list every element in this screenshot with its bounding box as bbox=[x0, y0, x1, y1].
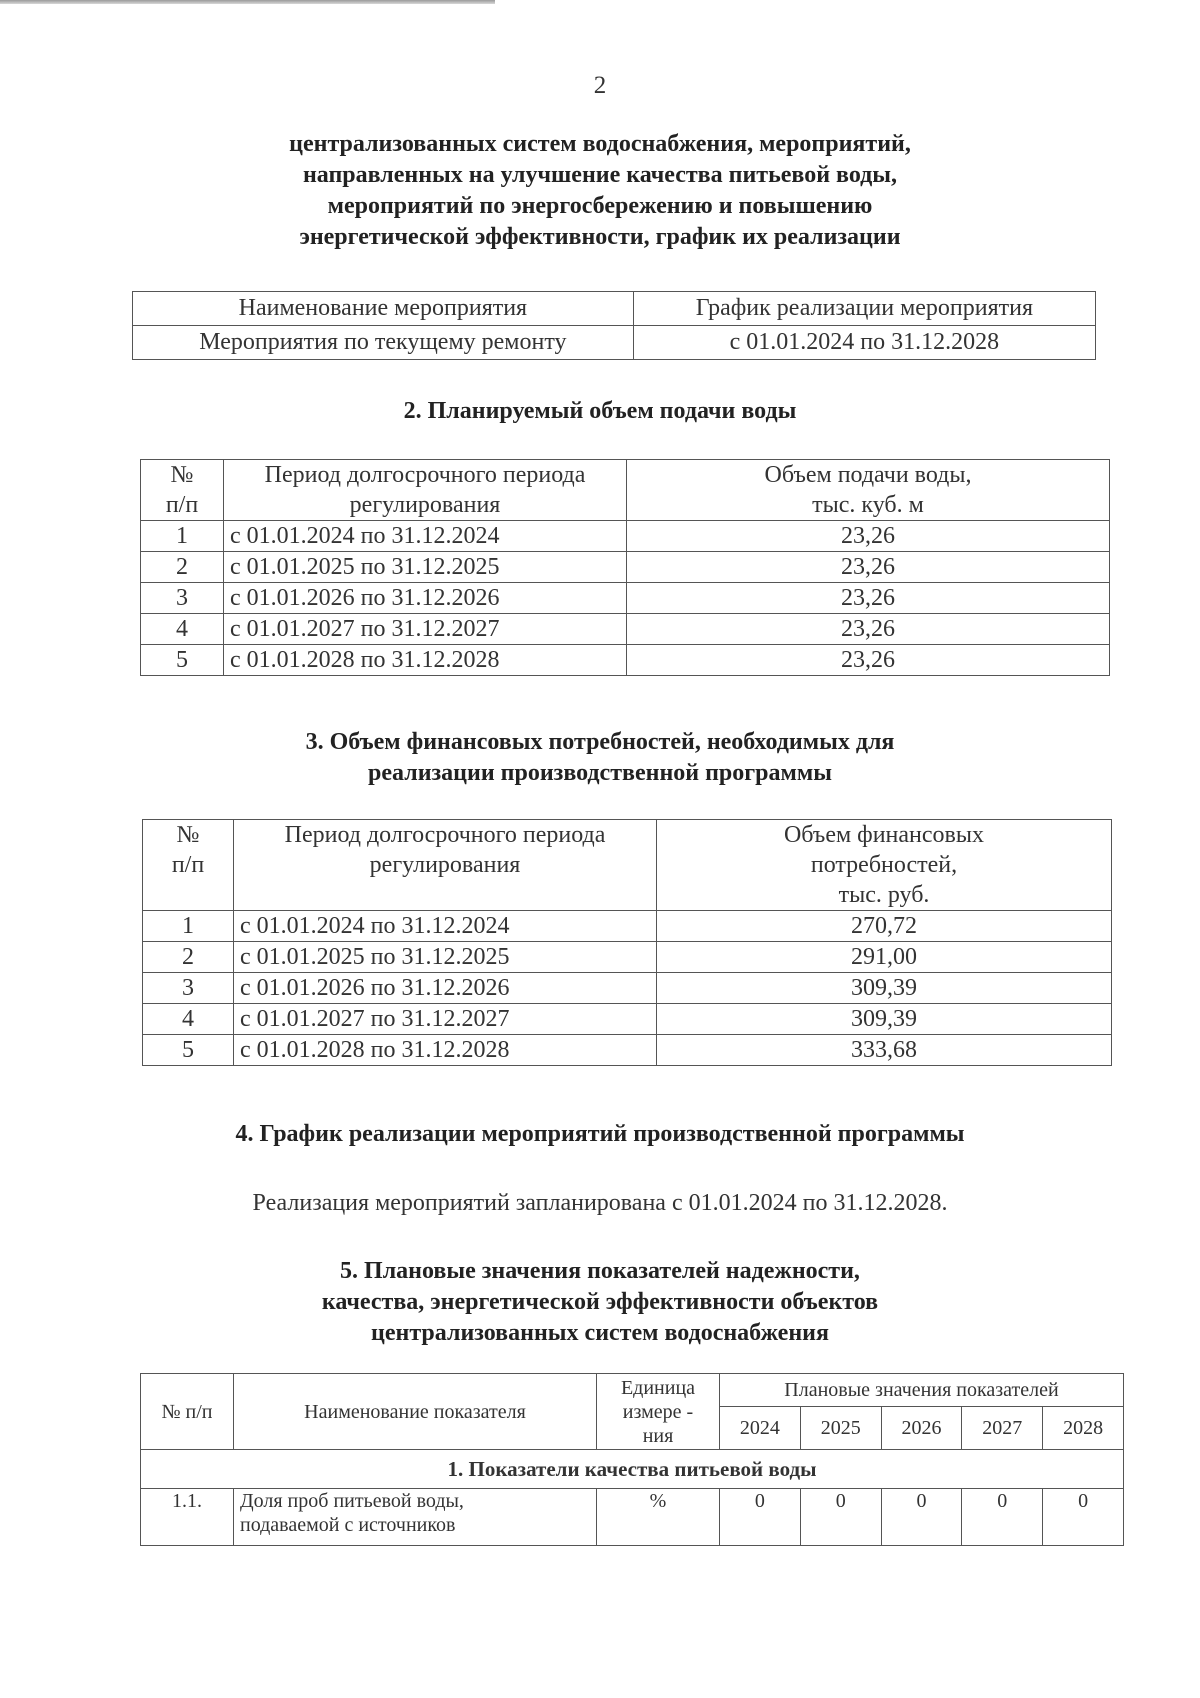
row-value: 23,26 bbox=[627, 614, 1110, 645]
measures-table bbox=[132, 291, 1096, 360]
title-line: централизованных систем водоснабжения, мероприятий, bbox=[289, 131, 911, 157]
measure-schedule: с 01.01.2024 по 31.12.2028 bbox=[633, 326, 1095, 360]
row-period: с 01.01.2027 по 31.12.2027 bbox=[234, 1004, 657, 1035]
row-value: 23,26 bbox=[627, 645, 1110, 676]
title-line: энергетической эффективности, график их реализации bbox=[299, 224, 901, 250]
row-period: с 01.01.2026 по 31.12.2026 bbox=[224, 583, 627, 614]
row-num: 5 bbox=[143, 1035, 234, 1066]
row-period: с 01.01.2028 по 31.12.2028 bbox=[224, 645, 627, 676]
section4-title: 4. График реализации мероприятий производственной программы bbox=[235, 1121, 965, 1147]
table-row bbox=[143, 942, 1112, 973]
header-unit: Единица измере - ния bbox=[597, 1374, 720, 1450]
indicators-table bbox=[140, 1373, 1124, 1546]
section4-text: Реализация мероприятий запланирована с 01.01.2024 по 31.12.2028. bbox=[252, 1190, 948, 1216]
row-num: 2 bbox=[143, 942, 234, 973]
row-num: 3 bbox=[143, 973, 234, 1004]
header-year: 2026 bbox=[881, 1407, 962, 1450]
title-line: мероприятий по энергосбережению и повышению bbox=[327, 193, 873, 219]
row-period: с 01.01.2025 по 31.12.2025 bbox=[234, 942, 657, 973]
table-row bbox=[141, 552, 1110, 583]
section2-title: 2. Планируемый объем подачи воды bbox=[403, 398, 797, 424]
water-volume-table bbox=[140, 459, 1110, 676]
row-indicator-name: Доля проб питьевой воды, подаваемой с источников bbox=[234, 1489, 597, 1546]
table-row bbox=[143, 1035, 1112, 1066]
row-period: с 01.01.2028 по 31.12.2028 bbox=[234, 1035, 657, 1066]
table-section-row bbox=[141, 1450, 1124, 1489]
row-num: 1.1. bbox=[141, 1489, 234, 1546]
row-period: с 01.01.2025 по 31.12.2025 bbox=[224, 552, 627, 583]
row-value: 270,72 bbox=[657, 911, 1112, 942]
header-year: 2024 bbox=[720, 1407, 801, 1450]
header-year: 2027 bbox=[962, 1407, 1043, 1450]
section5-title: 5. Плановые значения показателей надежности, качества, энергетической эффективности объектов централизованных систем водоснабжения bbox=[321, 1258, 879, 1346]
header-financial-volume: Объем финансовых потребностей, тыс. руб. bbox=[657, 820, 1112, 911]
table-row bbox=[133, 326, 1096, 360]
row-value: 0 bbox=[800, 1489, 881, 1546]
table-row bbox=[143, 973, 1112, 1004]
document-title bbox=[0, 129, 1200, 253]
row-num: 4 bbox=[141, 614, 224, 645]
page-number: 2 bbox=[593, 72, 607, 99]
row-value: 309,39 bbox=[657, 1004, 1112, 1035]
row-period: с 01.01.2027 по 31.12.2027 bbox=[224, 614, 627, 645]
section3-title: 3. Объем финансовых потребностей, необходимых для реализации производственной программы bbox=[305, 729, 895, 786]
table-row bbox=[141, 583, 1110, 614]
row-num: 1 bbox=[143, 911, 234, 942]
row-value: 333,68 bbox=[657, 1035, 1112, 1066]
row-period: с 01.01.2024 по 31.12.2024 bbox=[234, 911, 657, 942]
row-value: 23,26 bbox=[627, 552, 1110, 583]
table-header-row bbox=[141, 1374, 1124, 1407]
header-schedule: График реализации мероприятия bbox=[633, 292, 1095, 326]
row-num: 1 bbox=[141, 521, 224, 552]
table-row bbox=[143, 911, 1112, 942]
header-water-volume: Объем подачи воды, тыс. куб. м bbox=[627, 460, 1110, 521]
row-value: 0 bbox=[1043, 1489, 1124, 1546]
scan-edge bbox=[0, 0, 495, 4]
row-period: с 01.01.2024 по 31.12.2024 bbox=[224, 521, 627, 552]
header-num: № п/п bbox=[141, 460, 224, 521]
header-indicator-name: Наименование показателя bbox=[234, 1374, 597, 1450]
header-period: Период долгосрочного периода регулирования bbox=[234, 820, 657, 911]
title-line: направленных на улучшение качества питьевой воды, bbox=[302, 162, 898, 188]
row-value: 309,39 bbox=[657, 973, 1112, 1004]
row-value: 0 bbox=[881, 1489, 962, 1546]
row-num: 5 bbox=[141, 645, 224, 676]
header-period: Период долгосрочного периода регулирования bbox=[224, 460, 627, 521]
row-value: 291,00 bbox=[657, 942, 1112, 973]
table-row bbox=[143, 1004, 1112, 1035]
row-unit: % bbox=[597, 1489, 720, 1546]
row-value: 0 bbox=[720, 1489, 801, 1546]
financial-needs-table bbox=[142, 819, 1112, 1066]
table-header-row bbox=[143, 820, 1112, 911]
header-num: № п/п bbox=[141, 1374, 234, 1450]
row-num: 3 bbox=[141, 583, 224, 614]
table-header-row bbox=[133, 292, 1096, 326]
row-value: 23,26 bbox=[627, 583, 1110, 614]
header-num: № п/п bbox=[143, 820, 234, 911]
row-num: 4 bbox=[143, 1004, 234, 1035]
row-value: 23,26 bbox=[627, 521, 1110, 552]
table-row bbox=[141, 614, 1110, 645]
table-row bbox=[141, 1489, 1124, 1546]
header-year: 2028 bbox=[1043, 1407, 1124, 1450]
measure-name: Мероприятия по текущему ремонту bbox=[133, 326, 634, 360]
row-period: с 01.01.2026 по 31.12.2026 bbox=[234, 973, 657, 1004]
table-header-row bbox=[141, 460, 1110, 521]
table-row bbox=[141, 645, 1110, 676]
header-year: 2025 bbox=[800, 1407, 881, 1450]
subsection-title: 1. Показатели качества питьевой воды bbox=[141, 1450, 1124, 1489]
header-measure-name: Наименование мероприятия bbox=[133, 292, 634, 326]
header-planned-values: Плановые значения показателей bbox=[720, 1374, 1124, 1407]
row-num: 2 bbox=[141, 552, 224, 583]
table-row bbox=[141, 521, 1110, 552]
row-value: 0 bbox=[962, 1489, 1043, 1546]
